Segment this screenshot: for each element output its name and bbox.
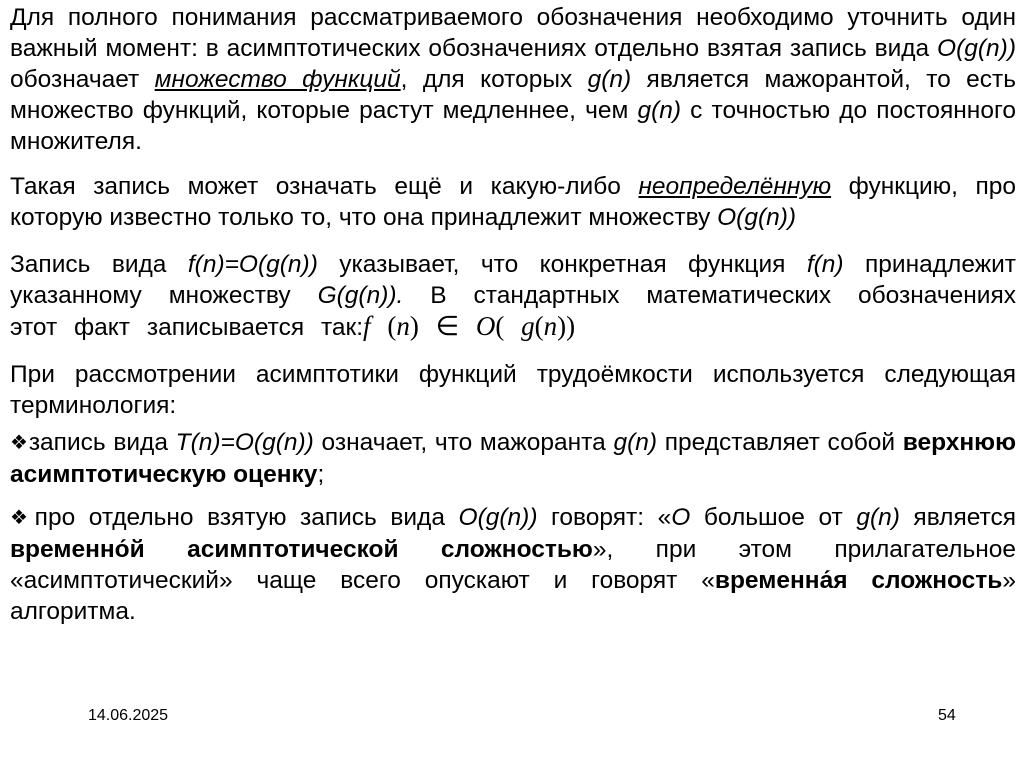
notation-o-g-n: O(g(n)) xyxy=(458,504,538,531)
notation-o-g-n: O(g(n)) xyxy=(937,35,1016,62)
bullet-time-complexity xyxy=(10,502,1016,627)
notation-g-g-n: G(g(n)). xyxy=(317,282,404,309)
text: говорят: « xyxy=(537,504,672,531)
paragraph-set-definition xyxy=(10,2,1016,157)
underlined-term-undefined: неопределённую xyxy=(638,173,832,200)
notation-f-equals-o: f(n)=O(g(n)) xyxy=(187,251,318,278)
text: ; xyxy=(317,461,325,488)
text: Такая запись может означать ещё и какую-либо xyxy=(10,173,639,200)
bullet-upper-bound xyxy=(10,427,1016,490)
text: про отдельно взятую запись вида xyxy=(34,504,459,531)
formula-paren: ( xyxy=(370,311,397,341)
diamond-bullet-icon: ❖ xyxy=(10,432,29,454)
text: большое от xyxy=(690,504,857,531)
text: с точностью до постоянного множителя. xyxy=(10,97,1016,155)
formula-big-o: O xyxy=(475,311,496,341)
text: является мажорантой, то есть множество функций, которые растут медленнее, чем xyxy=(10,66,1016,124)
bold-term-time-asymptotic-complexity: временно́й асимптотической сложностью xyxy=(10,536,593,563)
membership-formula xyxy=(363,311,575,341)
formula-n: n xyxy=(543,311,558,341)
text: », при этом прилагательное «асимптотический» чаще всего опускают и говорят « xyxy=(10,536,1016,594)
text: функцию, про которую известно только то, что она принадлежит множеству xyxy=(10,173,1016,231)
text: принадлежит указанному множеству xyxy=(10,251,1016,309)
text: В стандартных математических обозначениях этот факт записывается так: xyxy=(10,282,1016,341)
footer-date: 14.06.2025 xyxy=(88,707,169,724)
notation-g-n: g(n) xyxy=(613,429,658,456)
slide-body xyxy=(10,2,1016,627)
notation-t-equals-o: T(n)=O(g(n)) xyxy=(175,429,314,456)
text: Запись вида xyxy=(10,251,188,278)
diamond-bullet-icon: ❖ xyxy=(10,507,35,529)
notation-g-n: g(n) xyxy=(587,66,632,93)
text: представляет собой xyxy=(657,429,903,456)
text: является xyxy=(899,504,1016,531)
notation-big-o: O xyxy=(671,504,691,531)
text: Для полного понимания рассматриваемого обозначения необходимо уточнить один важный момент: в асимптотических обозначениях отдельно взятая запись вида xyxy=(10,4,1016,62)
formula-paren: ( xyxy=(495,311,522,341)
bold-term-time-complexity: временна́я сложность xyxy=(714,567,1003,594)
paragraph-terminology-intro: При рассмотрении асимптотики функций трудоёмкости используется следующая терминология: xyxy=(10,361,1016,419)
formula-paren: ) xyxy=(409,311,419,341)
text: , для которых xyxy=(400,66,588,93)
bold-term-upper-bound: верхнюю асимптотическую оценку xyxy=(10,429,1017,488)
paragraph-membership xyxy=(10,249,1016,343)
notation-f-n: f(n) xyxy=(806,251,844,278)
formula-paren: )) xyxy=(557,311,576,341)
underlined-term-set-of-functions: множество функций xyxy=(154,66,401,93)
text: запись вида xyxy=(28,429,176,456)
formula-paren: ( xyxy=(534,311,544,341)
formula-g: g xyxy=(521,311,535,341)
formula-n: n xyxy=(396,311,410,341)
footer-page-number: 54 xyxy=(938,707,956,724)
text: обозначает xyxy=(10,66,155,93)
paragraph-undefined-function xyxy=(10,171,1016,233)
notation-g-n: g(n) xyxy=(637,97,682,124)
text: » алгоритма. xyxy=(10,567,1016,625)
text: указывает, что конкретная функция xyxy=(317,251,807,278)
formula-element-of-symbol: ∈ xyxy=(418,311,476,341)
notation-g-n: g(n) xyxy=(856,504,900,531)
text: означает, что мажоранта xyxy=(313,429,614,456)
notation-o-g-n: O(g(n)) xyxy=(717,204,797,231)
formula-f: f xyxy=(363,311,371,341)
